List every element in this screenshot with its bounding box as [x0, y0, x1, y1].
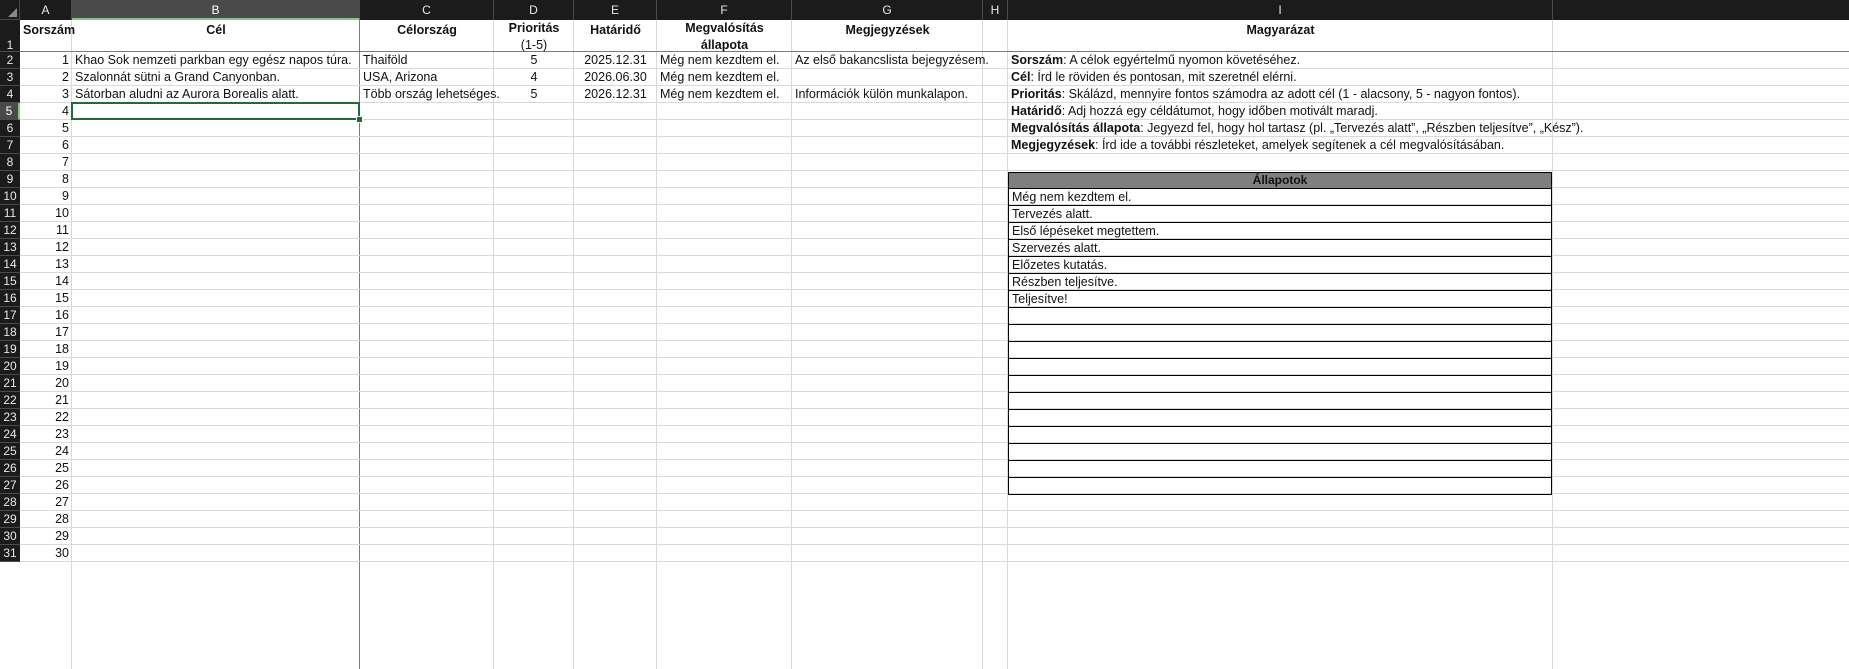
legend-item[interactable]: Első lépéseket megtettem. — [1008, 223, 1552, 240]
cell-sorszam[interactable]: 26 — [55, 478, 69, 492]
cell-sorszam[interactable]: 25 — [55, 461, 69, 475]
explanation-text: : Adj hozzá egy céldátumot, hogy időben motivált maradj. — [1061, 104, 1378, 118]
row-header-15[interactable]: 15 — [0, 273, 20, 290]
row-header-14[interactable]: 14 — [0, 256, 20, 273]
explanation-line[interactable] — [1011, 137, 1504, 154]
row-header-12[interactable]: 12 — [0, 222, 20, 239]
cell-sorszam[interactable]: 4 — [62, 104, 69, 118]
explanation-term: Cél — [1011, 70, 1031, 84]
explanation-term: Sorszám — [1011, 53, 1064, 67]
grid-hline — [20, 255, 1849, 256]
header-sorszam[interactable]: Sorszám — [23, 23, 76, 37]
grid-hline — [20, 289, 1849, 290]
row-header-23[interactable]: 23 — [0, 409, 20, 426]
cell-sorszam[interactable]: 19 — [55, 359, 69, 373]
cell-sorszam[interactable]: 24 — [55, 444, 69, 458]
cell-sorszam[interactable]: 11 — [56, 223, 69, 237]
cell-sorszam[interactable]: 30 — [55, 546, 69, 560]
row-header-31[interactable]: 31 — [0, 545, 20, 562]
grid-hline — [20, 510, 1849, 511]
legend-item[interactable] — [1008, 444, 1552, 461]
grid-hline — [20, 204, 1849, 205]
legend-item[interactable]: Előzetes kutatás. — [1008, 257, 1552, 274]
cell-sorszam[interactable]: 29 — [55, 529, 69, 543]
row-header-30[interactable]: 30 — [0, 528, 20, 545]
grid-hline — [20, 442, 1849, 443]
explanation-line[interactable] — [1011, 86, 1520, 103]
header-celorszag[interactable]: Célország — [397, 23, 457, 37]
row-header-19[interactable]: 19 — [0, 341, 20, 358]
legend-title[interactable]: Állapotok — [1008, 172, 1552, 189]
legend-item[interactable]: Még nem kezdtem el. — [1008, 189, 1552, 206]
row-header-17[interactable]: 17 — [0, 307, 20, 324]
explanation-text: : Írd le röviden és pontosan, mit szeretnél elérni. — [1030, 70, 1297, 84]
cell-celorszag[interactable]: Thaiföld — [363, 53, 408, 67]
row-header-3[interactable]: 3 — [0, 69, 20, 86]
legend-item[interactable] — [1008, 325, 1552, 342]
header-prioritas-line2: (1-5) — [520, 38, 548, 52]
legend-item[interactable]: Szervezés alatt. — [1008, 240, 1552, 257]
row-header-1[interactable]: 1 — [0, 20, 20, 52]
column-header-f[interactable]: F — [657, 0, 792, 20]
row-header-27[interactable]: 27 — [0, 477, 20, 494]
cell-sorszam[interactable]: 21 — [55, 393, 69, 407]
fill-handle[interactable] — [356, 116, 363, 123]
column-header-filler — [1553, 0, 1849, 20]
selected-cell-b5[interactable] — [71, 102, 360, 120]
cell-sorszam[interactable]: 13 — [55, 257, 69, 271]
cell-sorszam[interactable]: 17 — [55, 325, 69, 339]
legend-item[interactable] — [1008, 359, 1552, 376]
cell-sorszam[interactable]: 10 — [55, 206, 69, 220]
legend-item[interactable]: Teljesítve! — [1008, 291, 1552, 308]
cell-sorszam[interactable]: 9 — [62, 189, 69, 203]
row-header-29[interactable]: 29 — [0, 511, 20, 528]
cell-hatarido[interactable]: 2025.12.31 — [584, 53, 647, 67]
legend-item[interactable] — [1008, 478, 1552, 495]
explanation-line[interactable] — [1011, 52, 1300, 69]
row-header-5[interactable]: 5 — [0, 103, 20, 120]
cell-celorszag[interactable]: Több ország lehetséges. — [363, 87, 500, 101]
select-all-corner[interactable] — [0, 0, 20, 20]
grid-hline — [20, 561, 1849, 562]
column-header-g[interactable]: G — [792, 0, 983, 20]
column-header-a[interactable]: A — [20, 0, 72, 20]
explanation-line[interactable] — [1011, 120, 1583, 137]
row-header-7[interactable]: 7 — [0, 137, 20, 154]
row-header-25[interactable]: 25 — [0, 443, 20, 460]
cell-sorszam[interactable]: 6 — [62, 138, 69, 152]
grid-hline — [20, 306, 1849, 307]
cell-allapot[interactable]: Még nem kezdtem el. — [660, 87, 780, 101]
cell-allapot[interactable]: Még nem kezdtem el. — [660, 53, 780, 67]
explanation-text: : Írd ide a további részleteket, amelyek segítenek a cél megvalósításában. — [1095, 138, 1505, 152]
row-header-13[interactable]: 13 — [0, 239, 20, 256]
grid-hline — [20, 153, 1849, 154]
row-header-6[interactable]: 6 — [0, 120, 20, 137]
cell-sorszam[interactable]: 1 — [62, 53, 69, 67]
cell-allapot[interactable]: Még nem kezdtem el. — [660, 70, 780, 84]
row-header-8[interactable]: 8 — [0, 154, 20, 171]
header-megjegyzesek[interactable]: Megjegyzések — [845, 23, 930, 37]
row-header-2[interactable]: 2 — [0, 52, 20, 69]
grid-hline — [20, 374, 1849, 375]
row-header-9[interactable]: 9 — [0, 171, 20, 188]
row-header-20[interactable]: 20 — [0, 358, 20, 375]
grid-vline — [656, 20, 657, 669]
grid-hline — [20, 459, 1849, 460]
grid-vline — [493, 20, 494, 669]
grid-hline — [20, 238, 1849, 239]
grid-hline — [20, 340, 1849, 341]
explanation-text: : Jegyezd fel, hogy hol tartasz (pl. „Tervezés alatt”, „Részben teljesítve”, „Kész”). — [1140, 121, 1584, 135]
row-header-16[interactable]: 16 — [0, 290, 20, 307]
grid-vline — [791, 20, 792, 669]
grid-hline — [20, 221, 1849, 222]
cell-sorszam[interactable]: 18 — [55, 342, 69, 356]
grid-hline — [20, 527, 1849, 528]
column-header-h[interactable]: H — [983, 0, 1008, 20]
grid-hline — [20, 187, 1849, 188]
column-header-e[interactable]: E — [574, 0, 657, 20]
row-header-10[interactable]: 10 — [0, 188, 20, 205]
explanation-term: Megvalósítás állapota — [1011, 121, 1141, 135]
column-header-d[interactable]: D — [494, 0, 574, 20]
grid-hline — [20, 476, 1849, 477]
header-megvalositas-line2: állapota — [700, 38, 749, 52]
legend-item[interactable] — [1008, 427, 1552, 444]
column-header-b[interactable]: B — [72, 0, 360, 20]
cell-cel[interactable]: Szalonnát sütni a Grand Canyonban. — [75, 70, 280, 84]
header-megvalositas-line1[interactable]: Megvalósítás — [685, 21, 764, 35]
legend-item[interactable]: Tervezés alatt. — [1008, 206, 1552, 223]
cell-sorszam[interactable]: 27 — [55, 495, 69, 509]
cell-hatarido[interactable]: 2026.06.30 — [584, 70, 647, 84]
cell-sorszam[interactable]: 20 — [55, 376, 69, 390]
cell-sorszam[interactable]: 2 — [62, 70, 69, 84]
cell-sorszam[interactable]: 28 — [55, 512, 69, 526]
grid-hline — [20, 544, 1849, 545]
row-header-11[interactable]: 11 — [0, 205, 20, 222]
cell-prioritas[interactable]: 5 — [530, 53, 538, 67]
explanation-term: Prioritás — [1011, 87, 1062, 101]
cell-megjegyzes[interactable]: Az első bakancslista bejegyzésem. — [795, 53, 989, 67]
grid-hline — [20, 391, 1849, 392]
column-header-c[interactable]: C — [360, 0, 494, 20]
row-header-26[interactable]: 26 — [0, 460, 20, 477]
row-header-22[interactable]: 22 — [0, 392, 20, 409]
row-header-24[interactable]: 24 — [0, 426, 20, 443]
header-prioritas-line1[interactable]: Prioritás — [508, 21, 560, 35]
explanation-line[interactable] — [1011, 103, 1378, 120]
cell-cel[interactable]: Sátorban aludni az Aurora Borealis alatt. — [75, 87, 299, 101]
explanation-text: : A célok egyértelmű nyomon követéséhez. — [1063, 53, 1301, 67]
row-header-18[interactable]: 18 — [0, 324, 20, 341]
cell-sorszam[interactable]: 22 — [55, 410, 69, 424]
cell-megjegyzes[interactable]: Információk külön munkalapon. — [795, 87, 969, 101]
select-all-triangle-icon — [8, 8, 17, 17]
header-magyarazat[interactable]: Magyarázat — [1246, 23, 1315, 37]
cell-prioritas[interactable]: 4 — [530, 70, 538, 84]
cell-prioritas[interactable]: 5 — [530, 87, 538, 101]
cell-sorszam[interactable]: 23 — [55, 427, 69, 441]
legend-item[interactable]: Részben teljesítve. — [1008, 274, 1552, 291]
explanation-term: Megjegyzések — [1011, 138, 1096, 152]
cell-sorszam[interactable]: 15 — [55, 291, 69, 305]
cell-cel[interactable]: Khao Sok nemzeti parkban egy egész napos túra. — [75, 53, 352, 67]
cell-sorszam[interactable]: 5 — [62, 121, 69, 135]
grid-vline — [1552, 20, 1553, 669]
column-header-i[interactable]: I — [1008, 0, 1553, 20]
explanation-term: Határidő — [1011, 104, 1062, 118]
grid-hline — [20, 323, 1849, 324]
grid-hline — [20, 170, 1849, 171]
grid-vline — [982, 20, 983, 669]
legend-item[interactable] — [1008, 410, 1552, 427]
grid-hline — [20, 357, 1849, 358]
legend-item[interactable] — [1008, 461, 1552, 478]
row-header-21[interactable]: 21 — [0, 375, 20, 392]
grid-vline — [573, 20, 574, 669]
header-cel[interactable]: Cél — [206, 23, 226, 37]
cell-sorszam[interactable]: 7 — [62, 155, 69, 169]
cell-sorszam[interactable]: 12 — [55, 240, 69, 254]
legend-item[interactable] — [1008, 393, 1552, 410]
cell-sorszam[interactable]: 3 — [62, 87, 69, 101]
cell-hatarido[interactable]: 2026.12.31 — [584, 87, 647, 101]
cell-sorszam[interactable]: 16 — [55, 308, 69, 322]
explanation-text: : Skálázd, mennyire fontos számodra az adott cél (1 - alacsony, 5 - nagyon fontos). — [1061, 87, 1521, 101]
legend-item[interactable] — [1008, 308, 1552, 325]
row-header-28[interactable]: 28 — [0, 494, 20, 511]
cell-sorszam[interactable]: 14 — [55, 274, 69, 288]
grid-hline — [20, 493, 1849, 494]
legend-item[interactable] — [1008, 342, 1552, 359]
explanation-line[interactable] — [1011, 69, 1297, 86]
header-hatarido[interactable]: Határidő — [590, 23, 641, 37]
grid-hline — [20, 408, 1849, 409]
cell-sorszam[interactable]: 8 — [62, 172, 69, 186]
cell-celorszag[interactable]: USA, Arizona — [363, 70, 438, 84]
legend-item[interactable] — [1008, 376, 1552, 393]
grid-hline — [20, 272, 1849, 273]
grid-hline — [20, 425, 1849, 426]
row-header-4[interactable]: 4 — [0, 86, 20, 103]
